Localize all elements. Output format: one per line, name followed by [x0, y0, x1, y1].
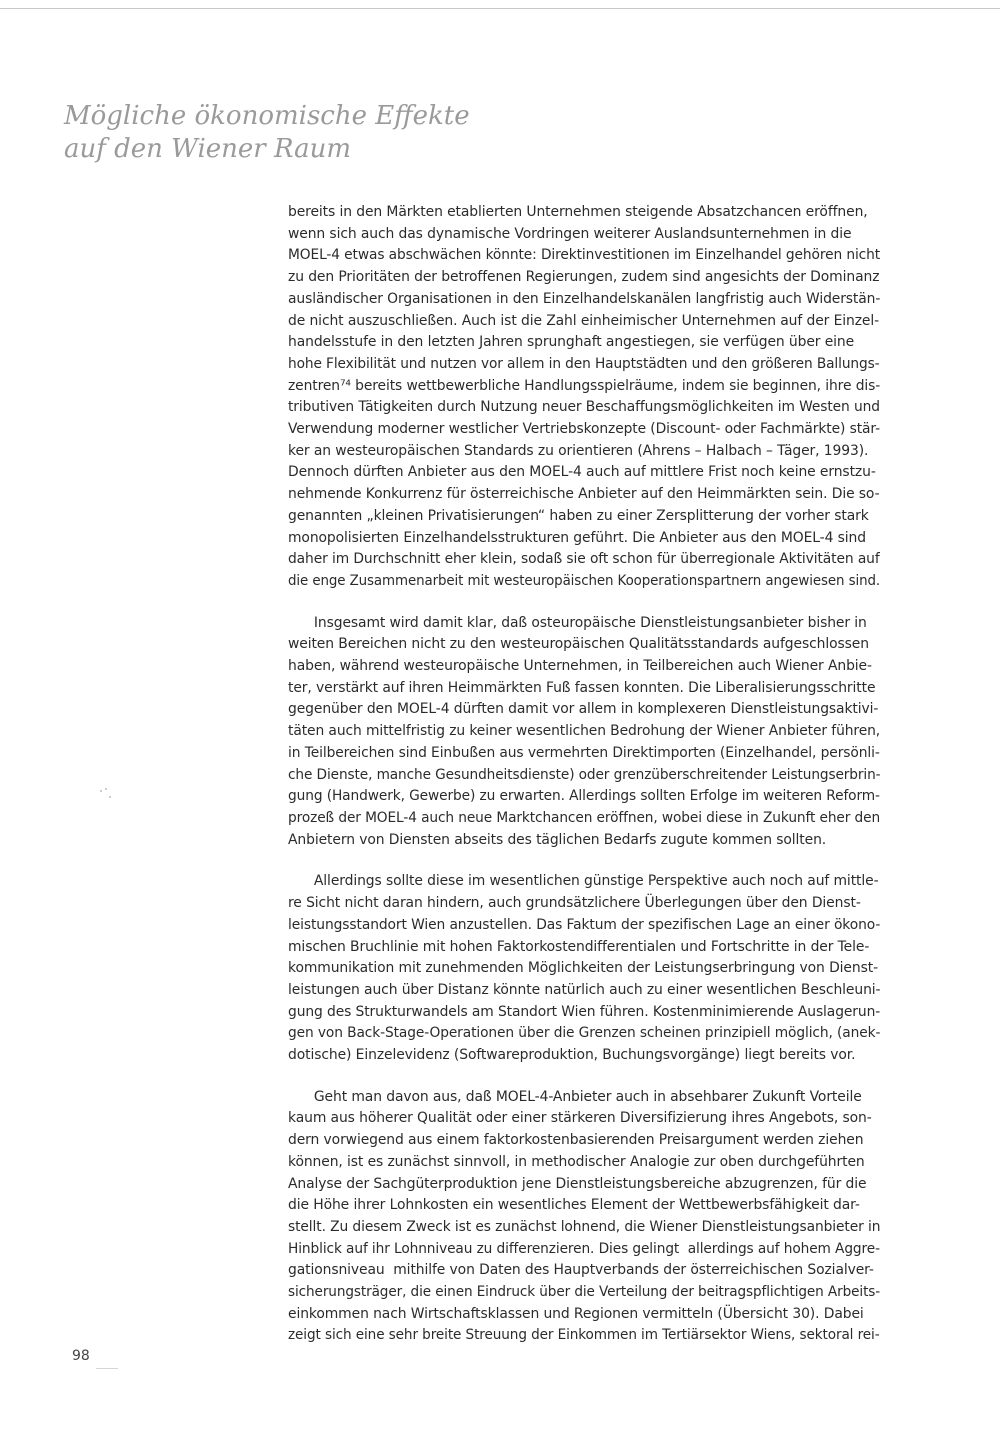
text-line: zu den Prioritäten der betroffenen Regierungen, zudem sind angesichts der Dominanz	[288, 269, 880, 286]
text-line: die enge Zusammenarbeit mit westeuropäischen Kooperationspartnern angewiesen sind.	[288, 572, 881, 589]
text-line: kommunikation mit zunehmenden Möglichkeiten der Leistungserbringung von Dienst-	[288, 960, 878, 977]
text-line: Analyse der Sachgüterproduktion jene Dienstleistungsbereiche abzugrenzen, für die	[288, 1175, 867, 1192]
text-line: monopolisierten Einzelhandelsstrukturen geführt. Die Anbieter aus den MOEL-4 sind	[288, 529, 866, 546]
text-line: gung (Handwerk, Gewerbe) zu erwarten. Allerdings sollten Erfolge im weiteren Reform-	[288, 788, 880, 805]
text-line: re Sicht nicht daran hindern, auch grundsätzlichere Überlegungen über den Dienst-	[288, 895, 861, 912]
text-line: gationsniveau mithilfe von Daten des Hauptverbands der österreichischen Sozialver-	[288, 1262, 874, 1279]
text-line: leistungsstandort Wien anzustellen. Das Faktum der spezifischen Lage an einer ökono-	[288, 916, 881, 933]
text-line: dotische) Einzelevidenz (Softwareproduktion, Buchungsvorgänge) liegt bereits vor.	[288, 1047, 856, 1064]
text-line: können, ist es zunächst sinnvoll, in methodischer Analogie zur oben durchgeführten	[288, 1153, 865, 1170]
text-line: stellt. Zu diesem Zweck ist es zunächst lohnend, die Wiener Dienstleistungsanbieter in	[288, 1218, 881, 1235]
text-line: ausländischer Organisationen in den Einzelhandelskanälen langfristig auch Widerstän-	[288, 290, 881, 307]
text-line: che Dienste, manche Gesundheitsdienste) oder grenzüberschreitender Leistungserbrin-	[288, 766, 881, 783]
text-line: bereits in den Märkten etablierten Unternehmen steigende Absatzchancen eröffnen,	[288, 204, 868, 220]
paragraph	[288, 1087, 880, 1347]
text-line: nehmende Konkurrenz für österreichische Anbieter auf den Heimmärkten sein. Die so-	[288, 486, 880, 503]
text-line: genannten „kleinen Privatisierungen“ haben zu einer Zersplitterung der vorher stark	[288, 507, 869, 524]
text-line: Geht man davon aus, daß MOEL-4-Anbieter auch in absehbarer Zukunft Vorteile	[288, 1088, 862, 1105]
body-text	[288, 202, 880, 1347]
text-line: de nicht auszuschließen. Auch ist die Zahl einheimischer Unternehmen auf der Einzel-	[288, 312, 880, 329]
scan-speck	[109, 796, 111, 798]
chapter-title-line-2: auf den Wiener Raum	[64, 134, 352, 164]
text-line: prozeß der MOEL-4 auch neue Marktchancen eröffnen, wobei diese in Zukunft eher den	[288, 809, 881, 826]
text-line: Anbietern von Diensten abseits des täglichen Bedarfs zugute kommen sollten.	[288, 831, 827, 848]
paragraph	[288, 871, 880, 1066]
scan-specks	[100, 786, 112, 800]
text-line: haben, während westeuropäische Unternehmen, in Teilbereichen auch Wiener Anbie-	[288, 658, 872, 675]
text-line: Insgesamt wird damit klar, daß osteuropäische Dienstleistungsanbieter bisher in	[288, 614, 867, 631]
chapter-title-line-1: Mögliche ökonomische Effekte	[64, 101, 470, 131]
text-line: gegenüber den MOEL-4 dürften damit vor allem in komplexeren Dienstleistungsaktivi-	[288, 701, 879, 718]
text-line: tributiven Tätigkeiten durch Nutzung neuer Beschaffungsmöglichkeiten im Westen und	[288, 399, 880, 416]
text-line: dern vorwiegend aus einem faktorkostenbasierenden Preisargument werden ziehen	[288, 1132, 864, 1149]
text-line: Allerdings sollte diese im wesentlichen günstige Perspektive auch noch auf mittle-	[288, 873, 879, 890]
text-line: zentren⁷⁴ bereits wettbewerbliche Handlungsspielräume, indem sie beginnen, ihre dis-	[288, 377, 881, 394]
text-line: daher im Durchschnitt eher klein, sodaß sie oft schon für überregionale Aktivitäten auf	[288, 551, 880, 568]
text-line: in Teilbereichen sind Einbußen aus vermehrten Direktimporten (Einzelhandel, persönli-	[288, 744, 880, 761]
paragraph	[288, 202, 880, 593]
text-line: leistungen auch über Distanz könnte natürlich auch zu einer wesentlichen Beschleuni-	[288, 981, 881, 998]
chapter-title	[64, 100, 584, 166]
text-line: ter, verstärkt auf ihren Heimmärkten Fuß fassen konnten. Die Liberalisierungsschritte	[288, 679, 876, 696]
text-line: gung des Strukturwandels am Standort Wien führen. Kostenminimierende Auslagerun-	[288, 1003, 881, 1020]
footer-rule	[96, 1368, 118, 1369]
text-line: gen von Back-Stage-Operationen über die Grenzen scheinen prinzipiell möglich, (anek-	[288, 1025, 881, 1042]
text-line: einkommen nach Wirtschaftsklassen und Regionen vermitteln (Übersicht 30). Dabei	[288, 1305, 864, 1322]
text-line: sicherungsträger, die einen Eindruck über die Verteilung der beitragspflichtigen Arbeits-	[288, 1284, 881, 1301]
text-line: täten auch mittelfristig zu keiner wesentlichen Bedrohung der Wiener Anbieter führen,	[288, 723, 881, 740]
text-line: handelsstufe in den letzten Jahren sprunghaft angestiegen, sie verfügen über eine	[288, 334, 855, 351]
scan-speck	[105, 788, 107, 790]
paragraph	[288, 613, 880, 852]
text-line: kaum aus höherer Qualität oder einer stärkeren Diversifizierung ihres Angebots, son-	[288, 1110, 872, 1127]
text-line: Dennoch dürften Anbieter aus den MOEL-4 auch auf mittlere Frist noch keine ernstzu-	[288, 464, 876, 481]
text-line: zeigt sich eine sehr breite Streuung der Einkommen im Tertiärsektor Wiens, sektoral rei-	[288, 1327, 880, 1344]
text-line: hohe Flexibilität und nutzen vor allem in den Hauptstädten und den größeren Ballungs-	[288, 355, 880, 372]
text-line: die Höhe ihrer Lohnkosten ein wesentliches Element der Wettbewerbsfähigkeit dar-	[288, 1197, 860, 1214]
text-line: mischen Bruchlinie mit hohen Faktorkostendifferentialen und Fortschritte in der Tele-	[288, 938, 870, 955]
scan-speck	[100, 790, 102, 792]
text-line: MOEL-4 etwas abschwächen könnte: Direktinvestitionen im Einzelhandel gehören nicht	[288, 247, 881, 264]
text-line: ker an westeuropäischen Standards zu orientieren (Ahrens – Halbach – Täger, 1993).	[288, 442, 869, 459]
text-line: Hinblick auf ihr Lohnniveau zu differenzieren. Dies gelingt allerdings auf hohem Aggre-	[288, 1240, 880, 1257]
page-number: 98	[72, 1348, 90, 1364]
text-line: weiten Bereichen nicht zu den westeuropäischen Qualitätsstandards aufgeschlossen	[288, 636, 869, 653]
text-line: Verwendung moderner westlicher Vertriebskonzepte (Discount- oder Fachmärkte) stär-	[288, 421, 880, 438]
text-line: wenn sich auch das dynamische Vordringen weiterer Auslandsunternehmen in die	[288, 225, 852, 242]
top-rule	[0, 8, 1000, 9]
